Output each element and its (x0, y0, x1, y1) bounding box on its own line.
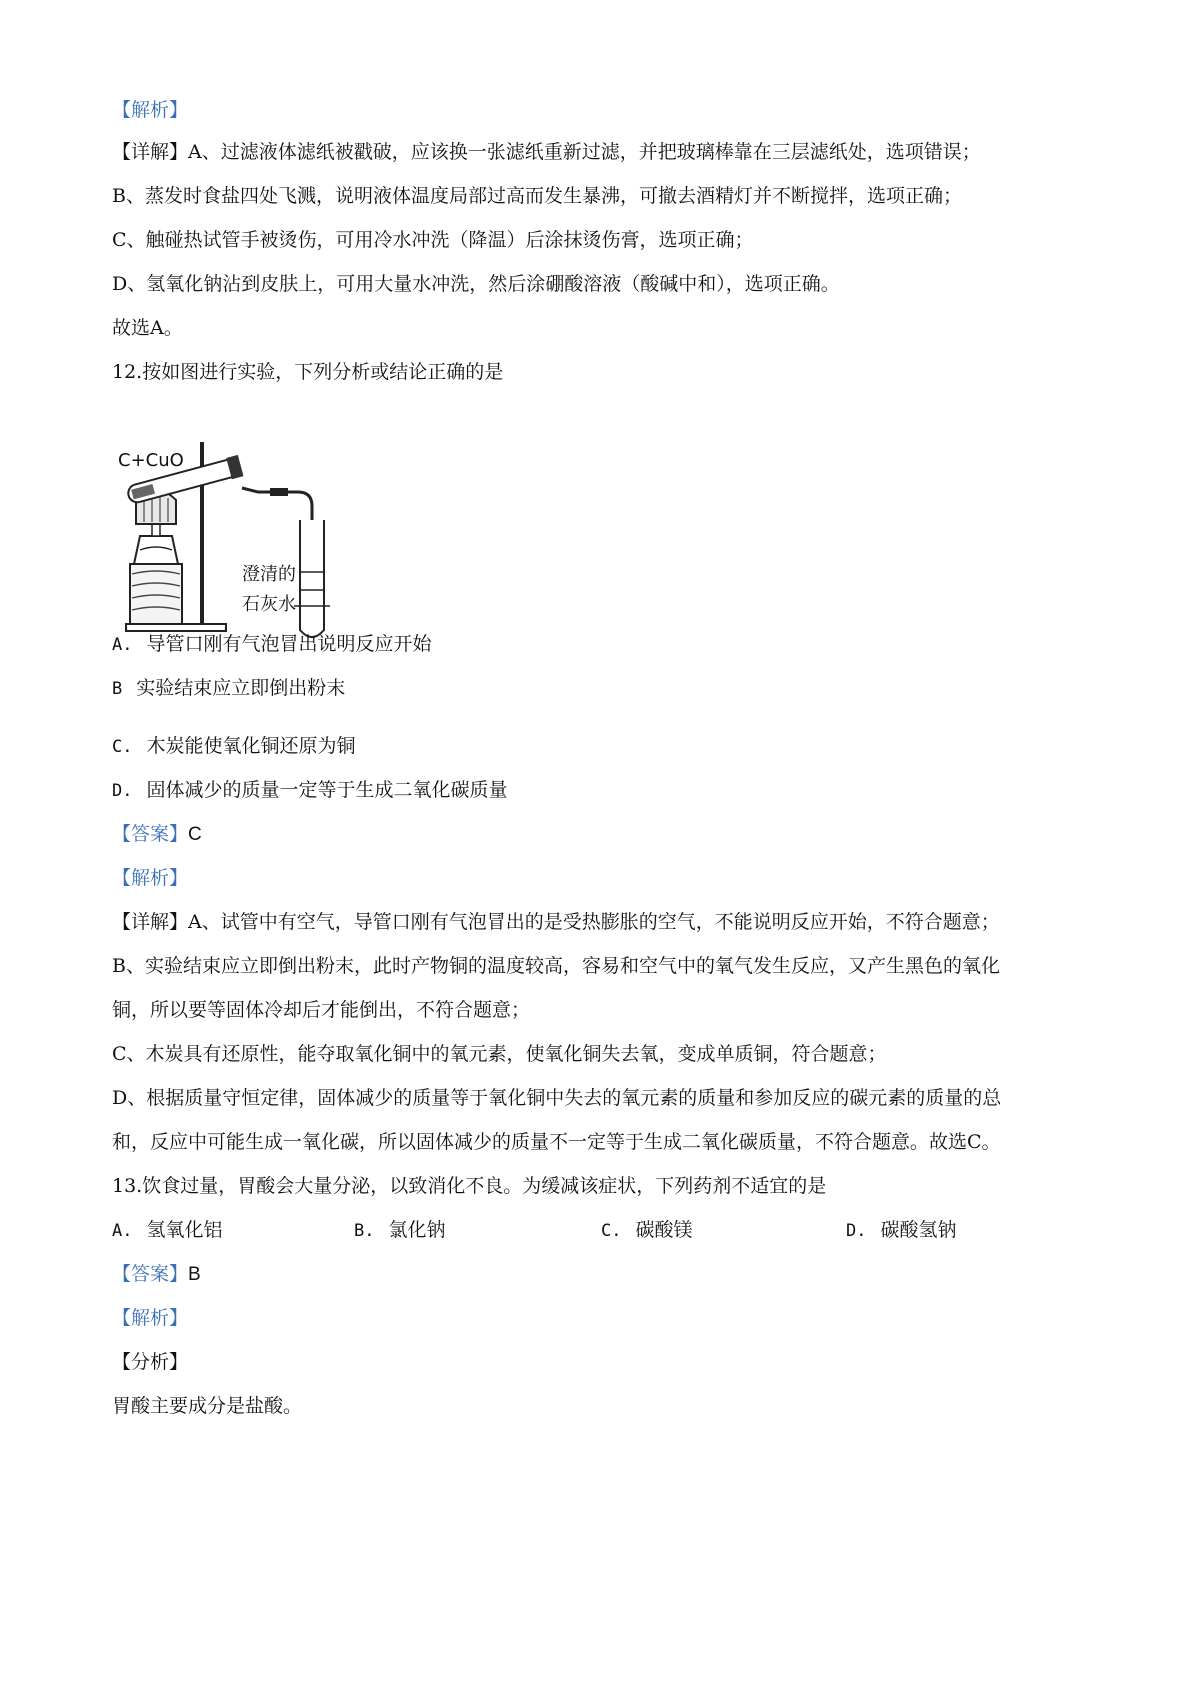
conclusion-1: 故选A。 (112, 317, 183, 339)
q12-detail-b1: B、实验结束应立即倒出粉末，此时产物铜的温度较高，容易和空气中的氧气发生反应，又产生黑色的氧化 (112, 955, 1000, 977)
q13-jiexi-tag: 【解析】 (112, 1307, 189, 1329)
q12-jiexi-tag: 【解析】 (112, 867, 189, 889)
xiangjie-tag-1: 【详解】 (112, 141, 189, 163)
q12-detail-d2: 和，反应中可能生成一氧化碳，所以固体减少的质量不一定等于生成二氧化碳质量，不符合题意。故选C。 (112, 1131, 1001, 1153)
q13-answer: 【答案】B (112, 1263, 201, 1285)
q12-option-d: D. 固体减少的质量一定等于生成二氧化碳质量 (112, 779, 508, 801)
q12-option-c: C. 木炭能使氧化铜还原为铜 (112, 735, 356, 757)
stand-base (126, 624, 226, 631)
reactants-label: C+CuO (118, 450, 184, 471)
detail-line-c-1: C、触碰热试管手被烫伤，可用冷水冲洗（降温）后涂抹烫伤膏，选项正确； (112, 229, 754, 251)
experiment-apparatus-figure (118, 440, 378, 655)
question-13-stem: 13.饮食过量，胃酸会大量分泌，以致消化不良。为缓减该症状，下列药剂不适宜的是 (112, 1175, 827, 1197)
q13-fenxi-tag: 【分析】 (112, 1351, 189, 1373)
q12-option-b: B 实验结束应立即倒出粉末 (112, 677, 346, 699)
limewater-label-1: 澄清的 (242, 564, 296, 585)
q12-option-a: A. 导管口刚有气泡冒出说明反应开始 (112, 633, 432, 655)
jiexi-tag-1: 【解析】 (112, 99, 189, 121)
q13-option-c: C. 碳酸镁 (601, 1219, 693, 1241)
limewater-tube (300, 520, 324, 637)
q13-analysis: 胃酸主要成分是盐酸。 (112, 1395, 303, 1417)
q12-answer: 【答案】C (112, 823, 202, 845)
detail-line-d-1: D、氢氧化钠沾到皮肤上，可用大量水冲洗，然后涂硼酸溶液（酸碱中和），选项正确。 (112, 273, 840, 295)
detail-line-b-1: B、蒸发时食盐四处飞溅，说明液体温度局部过高而发生暴沸，可撤去酒精灯并不断搅拌，选项正确； (112, 185, 962, 207)
q12-detail-c: C、木炭具有还原性，能夺取氧化铜中的氧元素，使氧化铜失去氧，变成单质铜，符合题意； (112, 1043, 887, 1065)
detail-text: A、过滤液体滤纸被戳破，应该换一张滤纸重新过滤，并把玻璃棒靠在三层滤纸处，选项错误； (188, 141, 981, 163)
q12-detail-d1: D、根据质量守恒定律，固体减少的质量等于氧化铜中失去的氧元素的质量和参加反应的碳元素的质量的总 (112, 1087, 1002, 1109)
q13-option-a: A. 氢氧化铝 (112, 1219, 223, 1241)
limewater-label-2: 石灰水 (242, 594, 296, 615)
q12-detail-b2: 铜，所以要等固体冷却后才能倒出，不符合题意； (112, 999, 531, 1021)
detail-line-a-1 (112, 140, 981, 164)
q13-option-b: B. 氯化钠 (354, 1219, 446, 1241)
question-12-stem: 12.按如图进行实验，下列分析或结论正确的是 (112, 361, 504, 383)
q13-option-d: D. 碳酸氢钠 (846, 1219, 957, 1241)
q12-detail-a: 【详解】A、试管中有空气，导管口刚有气泡冒出的是受热膨胀的空气，不能说明反应开始，不符合题意； (112, 911, 1000, 933)
